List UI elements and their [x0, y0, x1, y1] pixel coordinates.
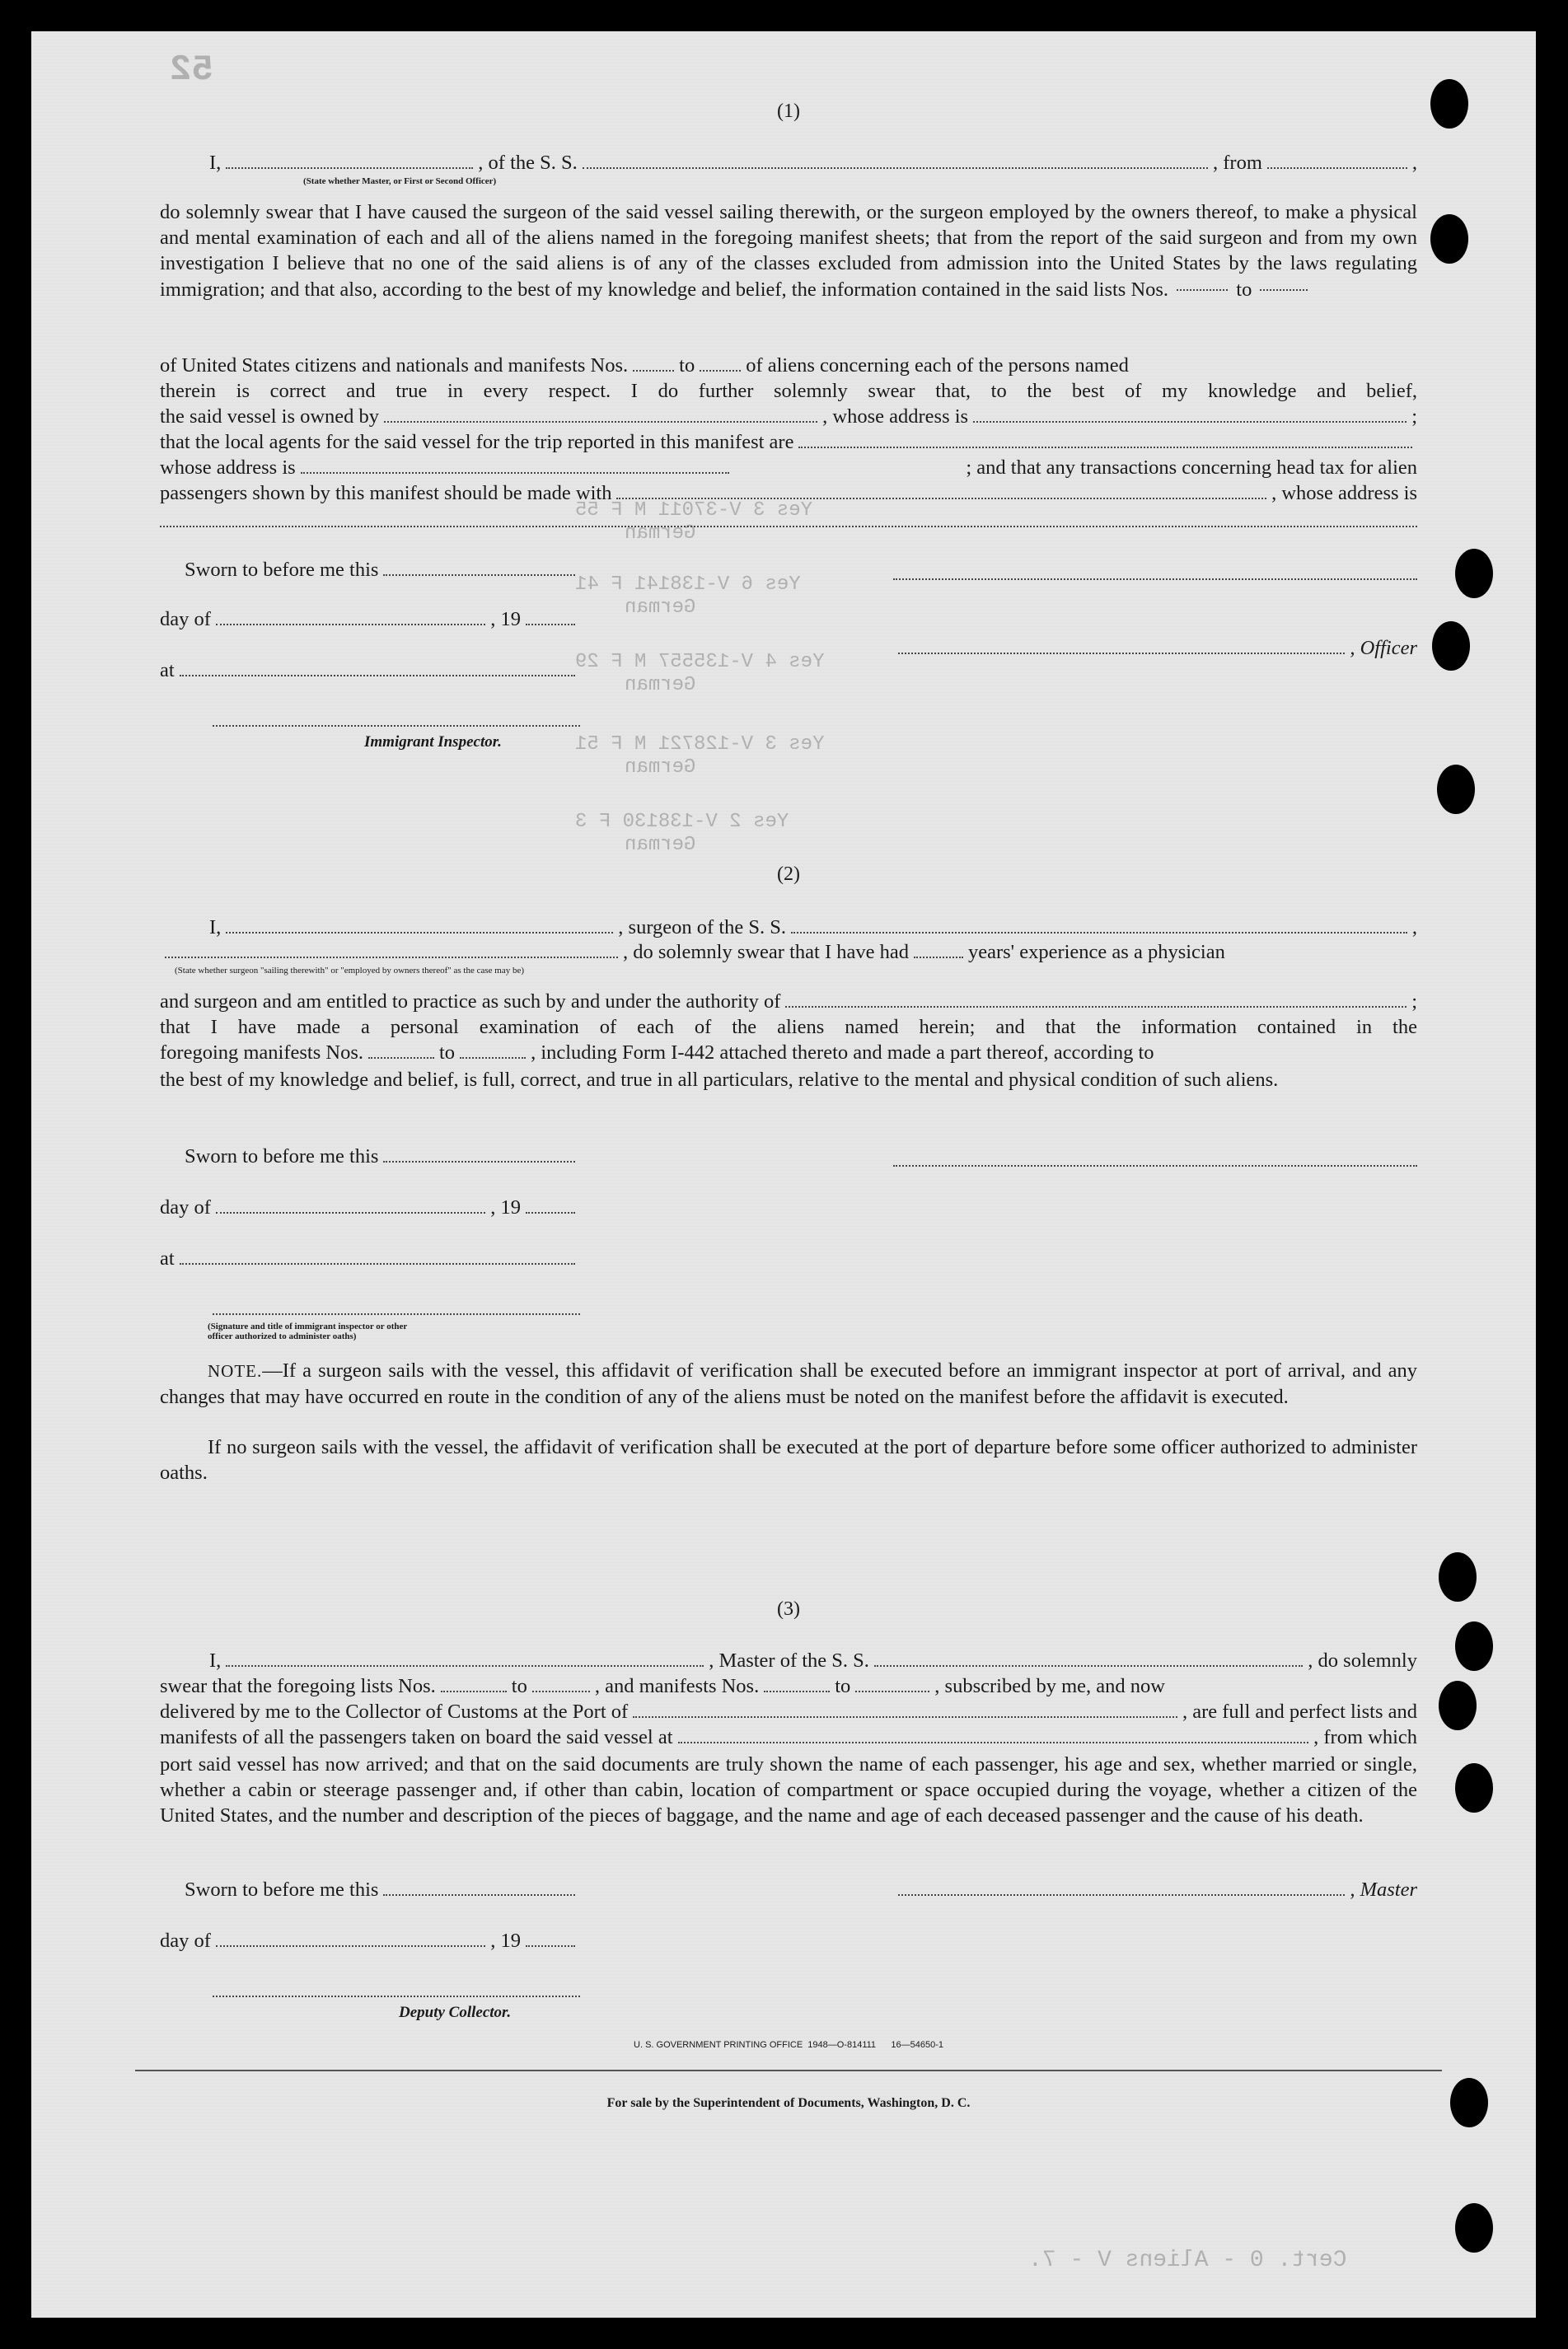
master-sworn-date-field[interactable] — [383, 1894, 575, 1896]
surgeon-day-of-field[interactable] — [216, 1212, 485, 1214]
master-name-field[interactable] — [226, 167, 473, 169]
section-3-number: (3) — [777, 1598, 800, 1620]
bleed-through-text: Yes 6 V-138141 F 41 — [575, 573, 801, 596]
from-port-field[interactable] — [1267, 167, 1407, 169]
punch-hole — [1455, 2203, 1493, 2253]
surgeon-manifests-from-field[interactable] — [368, 1057, 434, 1059]
lists-to-field[interactable] — [1260, 288, 1308, 291]
master-vessel-field[interactable] — [874, 1665, 1303, 1667]
surgeon-signature-line[interactable] — [893, 1165, 1417, 1167]
sworn-date-field[interactable] — [383, 574, 575, 576]
surgeon-at-field[interactable] — [180, 1263, 575, 1265]
punch-hole — [1455, 549, 1493, 598]
deputy-collector-caption: Deputy Collector. — [399, 2004, 512, 2021]
bleed-through-text: Yes 3 V-128721 M F 51 — [575, 733, 825, 756]
section-3-master: , Master — [893, 1879, 1417, 1902]
master-manifests-to-field[interactable] — [855, 1691, 929, 1692]
punch-hole — [1437, 765, 1475, 814]
oath-officer-signature-line[interactable] — [213, 1313, 580, 1315]
section-3-line-2: swear that the foregoing lists Nos. to , and manifests Nos. to , subscribed by me, and now — [160, 1675, 1165, 1697]
headtax-contact-field[interactable] — [616, 498, 1266, 499]
bleed-through-text: Yes 4 V-135557 M F 29 — [575, 651, 825, 673]
master-day-of-field[interactable] — [216, 1945, 485, 1947]
punch-hole — [1450, 2078, 1488, 2127]
master-lists-to-field[interactable] — [532, 1691, 590, 1692]
punch-hole — [1439, 1552, 1477, 1602]
surgeon-name-field[interactable] — [226, 932, 613, 934]
section-3-body: port said vessel has now arrived; and that on the said documents are truly shown the name of each passenger, his age and sex, whether married or single, whether a cabin or steerage passenger and, if other than cabin, location of compartment or space occupied during the voyage, whether a citizen of the United States, and the number and description of the pieces of baggage, and the name and age of each deceased passenger and the cause of his death. — [160, 1753, 1417, 1827]
master-signature-field[interactable] — [898, 1894, 1345, 1896]
oath-officer-caption: (Signature and title of immigrant inspector or other officer authorized to administer oaths) — [208, 1322, 408, 1341]
section-1-line-agents: that the local agents for the said vessel for the trip reported in this manifest are — [160, 431, 1417, 454]
years-experience-field[interactable] — [914, 957, 963, 958]
section-1-sworn: Sworn to before me this — [185, 559, 580, 582]
section-2-body-1: that I have made a personal examination of each of the aliens named herein; and that the information contained in the — [160, 1016, 1417, 1038]
manifests-to-field[interactable] — [700, 370, 741, 372]
section-1-line-correct: therein is correct and true in every respect. I do further solemnly swear that, to the best of my knowledge and belief, — [160, 380, 1417, 402]
section-2-at: at — [160, 1247, 580, 1270]
surgeon-status-field[interactable] — [165, 957, 618, 958]
section-1-line-headtax: passengers shown by this manifest should be made with , whose address is — [160, 482, 1417, 504]
master-name-3-field[interactable] — [226, 1665, 704, 1667]
bleed-through-text: German — [625, 674, 696, 696]
section-1-line-1: I, , of the S. S. , from , — [209, 152, 1417, 174]
year-field[interactable] — [526, 624, 575, 625]
master-manifests-from-field[interactable] — [764, 1691, 830, 1692]
inspector-caption: Immigrant Inspector. — [364, 733, 502, 751]
section-3-sworn: Sworn to before me this — [185, 1879, 580, 1902]
at-place-field[interactable] — [180, 675, 575, 676]
section-1-line-address: whose address is ; and that any transactions concerning head tax for alien — [160, 456, 1417, 479]
bleed-through-text: Cert. 0 - Aliens V - 7. — [1028, 2248, 1347, 2273]
vessel-name-field[interactable] — [583, 167, 1208, 169]
owner-field[interactable] — [384, 421, 817, 423]
surgeon-year-field[interactable] — [526, 1212, 575, 1214]
day-of-field[interactable] — [216, 624, 485, 625]
section-2-day-of: day of , 19 — [160, 1196, 580, 1219]
owner-address-field[interactable] — [973, 421, 1407, 423]
punch-hole — [1455, 1621, 1493, 1671]
embarkation-port-field[interactable] — [678, 1742, 1309, 1743]
section-3-day-of: day of , 19 — [160, 1930, 580, 1953]
section-2-note-2: If no surgeon sails with the vessel, the affidavit of verification shall be executed at the port of departure before some officer authorized to administer oaths. — [160, 1436, 1417, 1485]
lists-from-field[interactable] — [1177, 288, 1228, 291]
section-1-signature-line-1[interactable] — [893, 578, 1417, 580]
surgeon-manifests-to-field[interactable] — [460, 1057, 526, 1059]
section-2-line-2: , do solemnly swear that I have had years' experience as a physician — [160, 941, 1417, 964]
printing-office-imprint: U. S. GOVERNMENT PRINTING OFFICE 1948—O-814111 16—54650-1 — [634, 2040, 943, 2050]
surgeon-sworn-date-field[interactable] — [383, 1161, 575, 1163]
bleed-through-text: German — [625, 597, 696, 619]
section-3-line-1: I, , Master of the S. S. , do solemnly — [209, 1649, 1417, 1672]
section-2-line-1: I, , surgeon of the S. S. , — [209, 916, 1417, 938]
manifests-from-field[interactable] — [633, 370, 674, 372]
section-2-note: NOTE.—If a surgeon sails with the vessel, this affidavit of verification shall be executed before an immigrant inspector at port of arrival, and any changes that may have occurred en route in the condition of any of the aliens must be noted on the manifest before the affidavit is executed. — [160, 1359, 1417, 1409]
bleed-through-text: German — [625, 834, 696, 856]
bleed-through-text: Yes 3 V-37011 M F 55 — [575, 499, 813, 522]
section-1-line-owner: the said vessel is owned by , whose address is ; — [160, 405, 1418, 428]
surgeon-vessel-field[interactable] — [791, 932, 1407, 934]
bleed-through-text: German — [625, 756, 696, 779]
inspector-signature-line[interactable] — [213, 725, 580, 727]
authority-field[interactable] — [785, 1006, 1407, 1008]
section-1-at: at — [160, 659, 580, 682]
section-3-line-3: delivered by me to the Collector of Customs at the Port of , are full and perfect lists and — [160, 1701, 1417, 1723]
section-1-officer: , Officer — [893, 637, 1417, 660]
punch-hole — [1432, 621, 1470, 671]
master-lists-from-field[interactable] — [441, 1691, 507, 1692]
section-1-number: (1) — [777, 101, 800, 122]
section-2-sworn: Sworn to before me this — [185, 1145, 580, 1168]
punch-hole — [1430, 79, 1468, 129]
punch-hole — [1455, 1763, 1493, 1813]
deputy-collector-signature-line[interactable] — [213, 1996, 580, 1997]
for-sale-notice: For sale by the Superintendent of Documents, Washington, D. C. — [606, 2096, 971, 2110]
section-2-number: (2) — [777, 863, 800, 885]
section-1-caption: (State whether Master, or First or Second Officer) — [303, 176, 497, 186]
master-year-field[interactable] — [526, 1945, 575, 1947]
bleed-through-text: 52 — [170, 49, 213, 91]
headtax-address-field[interactable] — [160, 526, 1417, 527]
bleed-through-text: German — [625, 522, 696, 545]
section-2-line-authority: and surgeon and am entitled to practice as such by and under the authority of ; — [160, 990, 1417, 1013]
section-3-line-4: manifests of all the passengers taken on board the said vessel at , from which — [160, 1726, 1417, 1748]
section-1-body: do solemnly swear that I have caused the surgeon of the said vessel sailing therewith, or the surgeon employed by the owners thereof, to make a physical and mental examination of each and all of the aliens named in the foregoing manifest sheets; that from the report of the said surgeon and from my own investigation I believe that no one of the said aliens is of any of the classes excluded from admission into the United States by the laws regulating immigration; and that also, according to the best of my knowledge and belief, the information contained in the said lists Nos. to — [160, 201, 1417, 301]
agents-field[interactable] — [798, 447, 1412, 448]
officer-signature-field[interactable] — [898, 653, 1345, 654]
punch-hole — [1439, 1681, 1477, 1730]
section-2-line-manifests: foregoing manifests Nos. to , including Form I-442 attached thereto and made a part thereof, according to — [160, 1041, 1154, 1064]
punch-hole — [1430, 214, 1468, 264]
port-field[interactable] — [633, 1716, 1177, 1718]
section-2-body-2: the best of my knowledge and belief, is full, correct, and true in all particulars, relative to the mental and physical condition of such aliens. — [160, 1069, 1279, 1091]
document-page — [31, 31, 1536, 2318]
section-2-caption: (State whether surgeon "sailing therewith" or "employed by owners thereof" as the case may be) — [175, 966, 525, 976]
section-1-day-of: day of , 19 — [160, 608, 580, 631]
section-1-line-manifests: of United States citizens and nationals and manifests Nos. to of aliens concerning each of the persons named — [160, 354, 1129, 377]
agents-address-field[interactable] — [301, 472, 729, 474]
footer-divider — [135, 2070, 1442, 2071]
bleed-through-text: Yes 2 V-138130 F 3 — [575, 811, 789, 833]
